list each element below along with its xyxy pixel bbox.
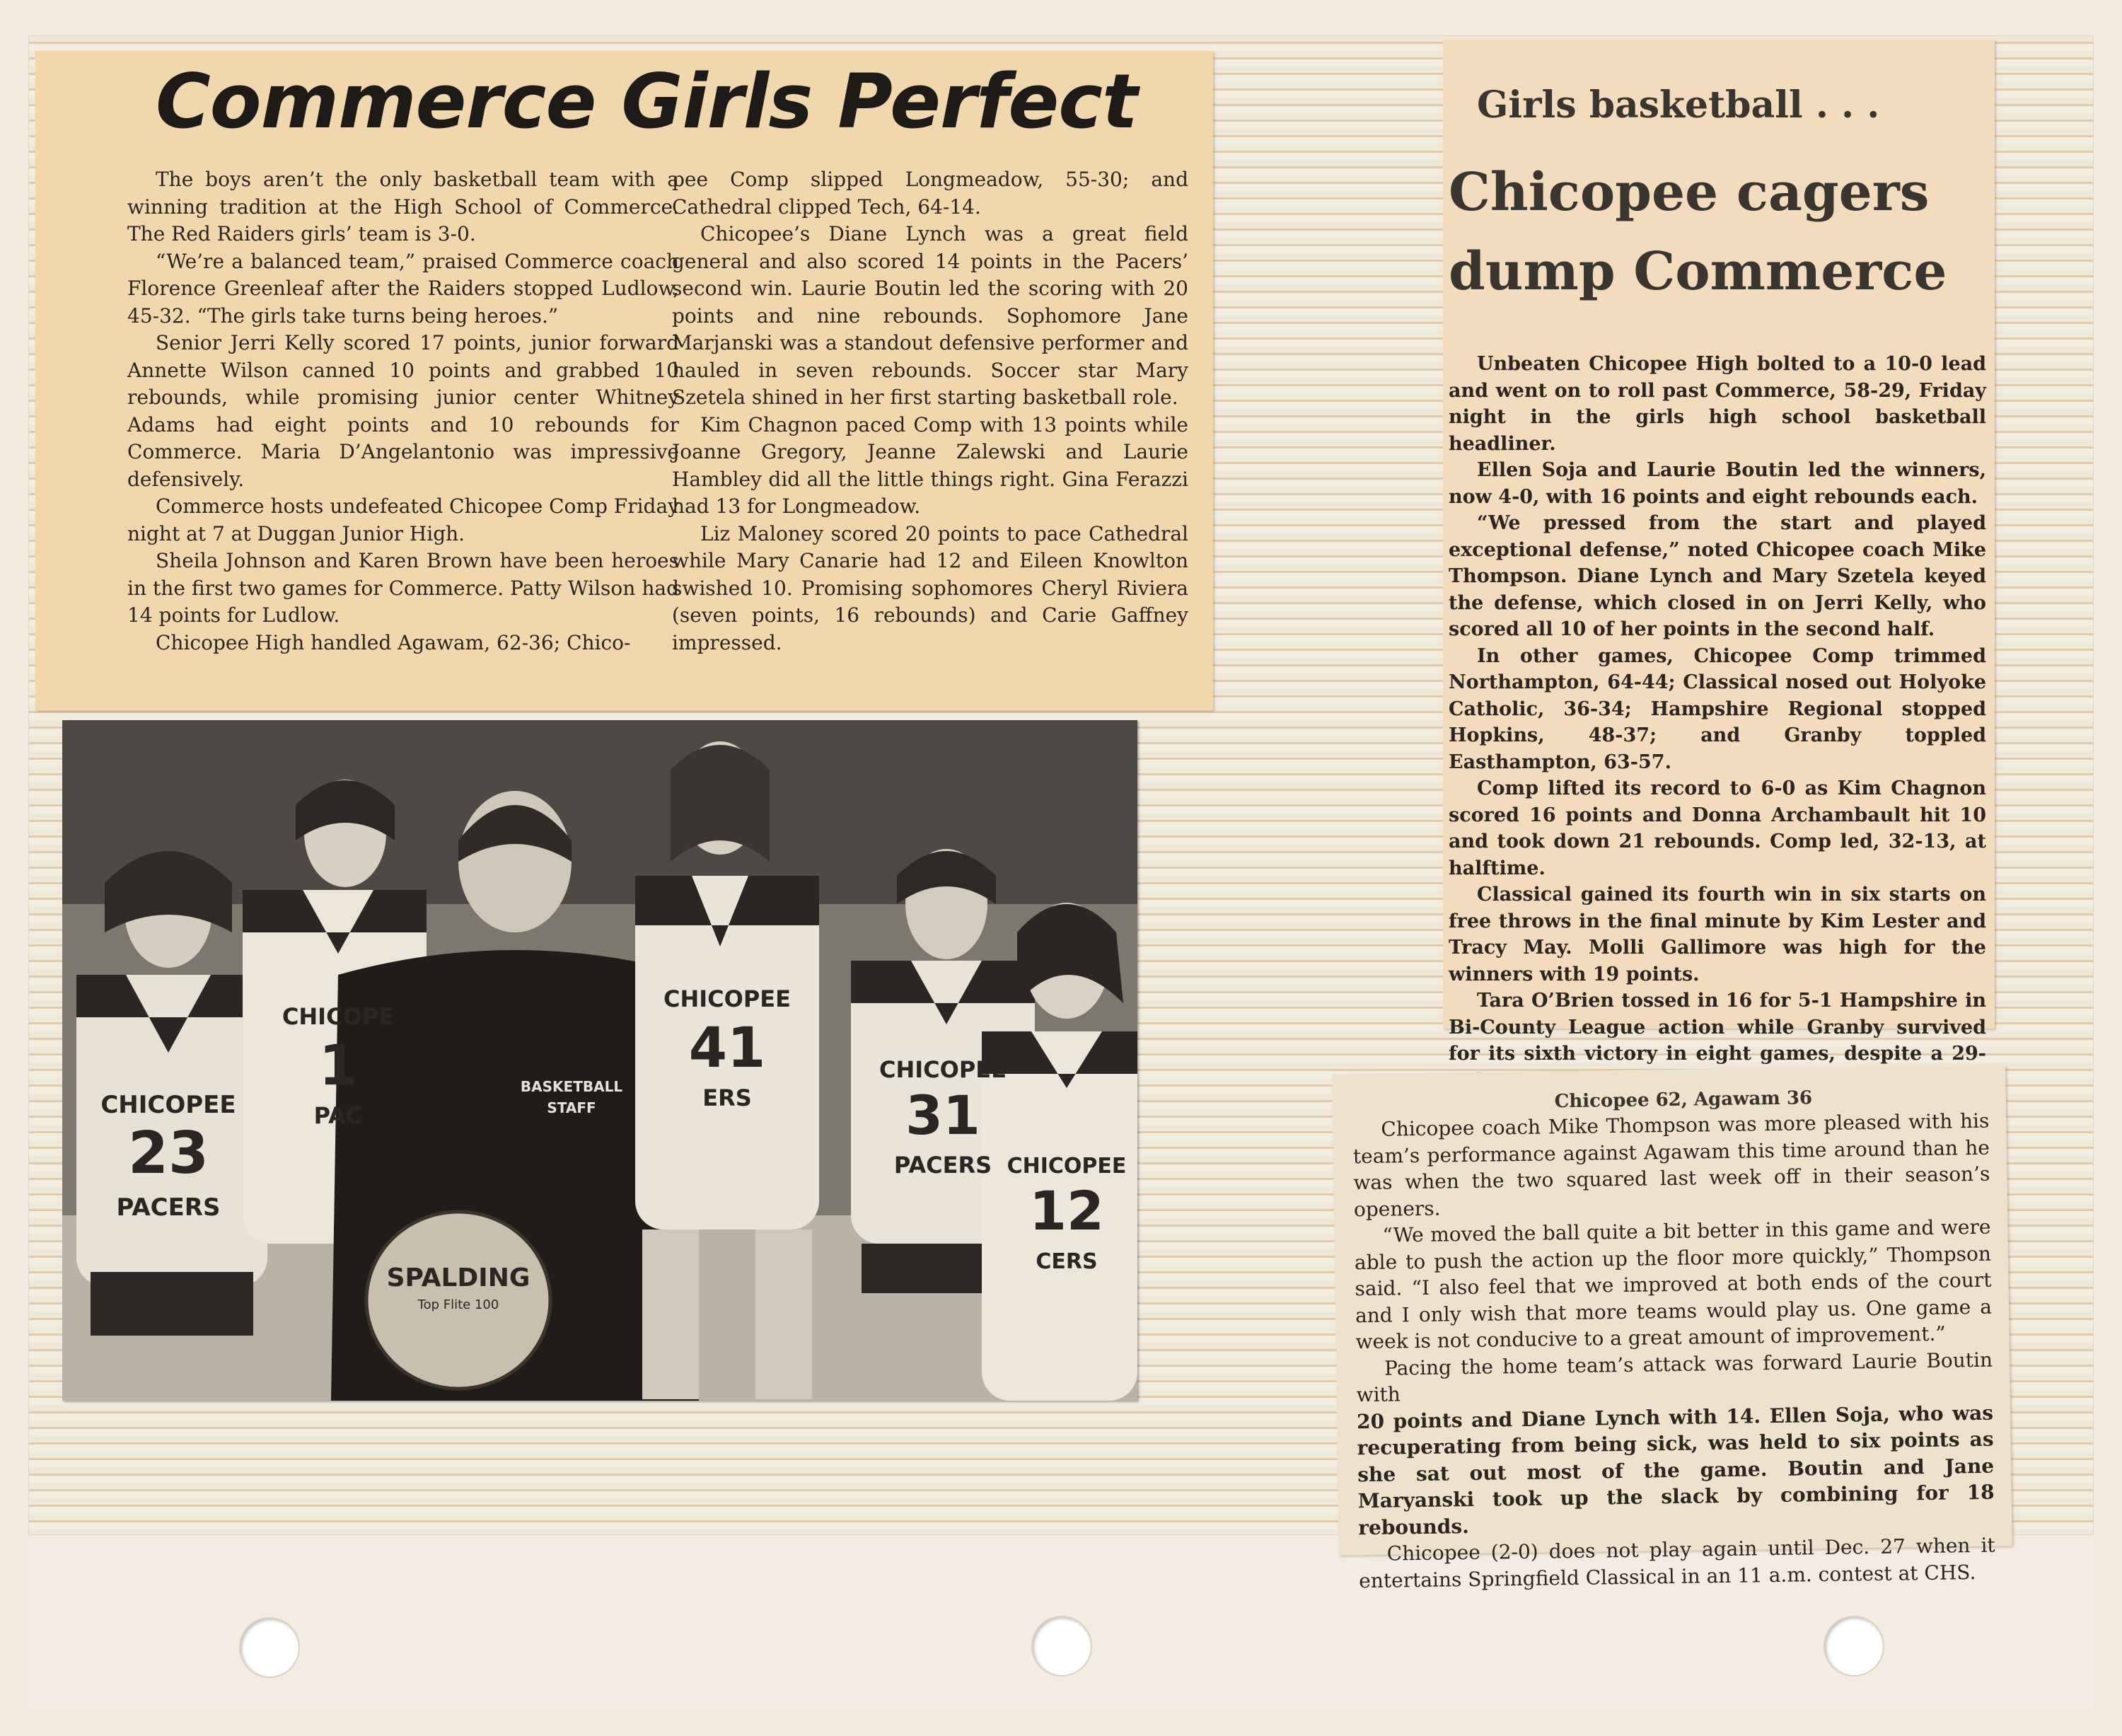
jersey-2-name: CHICOPE [282, 1003, 395, 1030]
clipping-chicopee-agawam [1332, 1065, 2012, 1592]
article-body [1352, 1108, 1995, 1595]
paragraph: “We moved the ball quite a bit better in this game and were able to push the action up the floor more quickly,” Thompson said. “I also feel that we improved at both ends of the court and I only wish that more teams would play us. One game a week is not conducive to a great amount of improvement.” [1354, 1215, 1993, 1354]
paragraph: Chicopee coach Mike Thompson was more pleased with his team’s performance against Agawam this time around than he was when the two squared last week off in their season’s openers. [1352, 1109, 1990, 1221]
jersey-4-number: 31 [905, 1084, 980, 1147]
paragraph: pee Comp slipped Longmeadow, 55-30; and Cathedral clipped Tech, 64-14. [672, 168, 1188, 219]
article-title: Chicopee 62, Agawam 36 [1554, 1087, 1813, 1113]
ball-model: Top Flite 100 [417, 1297, 499, 1312]
jersey-4-team: PACERS [893, 1152, 992, 1179]
jersey-1-name: CHICOPEE [100, 1091, 236, 1119]
jersey-3-number: 41 [688, 1017, 766, 1080]
paragraph: Pacing the home team’s attack was forward Laurie Boutin with [1356, 1348, 1993, 1407]
paragraph: 20 points and Diane Lynch with 14. Ellen Soja, who was recuperating from being sick, was held to six points as she sat out most of the game. Boutin and Jane Maryanski took up the slack by combining for 18 rebounds. [1356, 1401, 1995, 1539]
binder-hole-right [1825, 1617, 1883, 1675]
paragraph: Chicopee’s Diane Lynch was a great field general and also scored 14 points in the Pacers’ second win. Laurie Boutin led the scoring with 20 points and nine rebounds. Sophomore Jane Marjanski was a standout defensive performer and hauled in seven rebounds. Soccer star Mary Szetela shined in her first starting basketball role. [672, 222, 1188, 409]
headline: Chicopee cagers dump Commerce [1449, 162, 1947, 302]
kicker: Girls basketball . . . [1477, 83, 1880, 127]
paragraph: Comp lifted its record to 6-0 as Kim Chagnon scored 16 points and Donna Archambault hit 10 and took down 21 rebounds. Comp led, 32-13, at halftime. [1449, 777, 1986, 879]
paragraph: Kim Chagnon paced Comp with 13 points while Joanne Gregory, Jeanne Zalewski and Laurie Hambley did all the little things right. Gina Ferazzi had 13 for Longmeadow. [672, 412, 1188, 518]
article-body [1449, 351, 1986, 1094]
headline: Commerce Girls Perfect [156, 58, 1137, 145]
jersey-5-name: CHICOPEE [1007, 1154, 1127, 1179]
team-photo [62, 720, 1137, 1401]
paragraph: The boys aren’t the only basketball team with a winning tradition at the High School of Commerce. The Red Raiders girls’ team is 3-0. [127, 168, 679, 245]
jersey-5-number: 12 [1029, 1179, 1104, 1242]
paragraph: Senior Jerri Kelly scored 17 points, junior forward Annette Wilson canned 10 points and grabbed 10 rebounds, while promising junior center Whitney Adams had eight points and 10 rebounds for Commerce. Maria D’Angelantonio was impressive defensively. [127, 331, 679, 491]
jersey-4-name: CHICOPEE [879, 1056, 1007, 1083]
clipping-chicopee-cagers [1443, 40, 1995, 1065]
jersey-1-team: PACERS [116, 1193, 221, 1222]
ball-brand: SPALDING [386, 1263, 530, 1292]
paragraph: Ellen Soja and Laurie Boutin led the winners, now 4-0, with 16 points and eight rebounds each. [1449, 459, 1986, 508]
binder-hole-center [1033, 1617, 1091, 1675]
paragraph: In other games, Chicopee Comp trimmed Northampton, 64-44; Classical nosed out Holyoke Catholic, 36-34; Hampshire Regional stopped Hopkins, 48-37; and Granby toppled Easthampton, 63-57. [1449, 644, 1986, 773]
jersey-5-team: CERS [1036, 1249, 1098, 1274]
jersey-3-team: ERS [702, 1084, 752, 1111]
paragraph: Classical gained its fourth win in six starts on free throws in the final minute by Kim Lester and Tracy May. Molli Gallimore was high for the winners with 19 points. [1449, 884, 1986, 985]
article-column-right [672, 166, 1188, 656]
paragraph: Unbeaten Chicopee High bolted to a 10-0 lead and went on to roll past Commerce, 58-29, Friday night in the girls high school basketball headliner. [1449, 353, 1986, 455]
paragraph: “We’re a balanced team,” praised Commerce coach Florence Greenleaf after the Raiders stopped Ludlow, 45-32. “The girls take turns being heroes.” [127, 249, 679, 328]
paragraph: “We pressed from the start and played exceptional defense,” noted Chicopee coach Mike Thompson. Diane Lynch and Mary Szetela keyed the defense, which closed in on Jerri Kelly, who scored all 10 of her points in the second half. [1449, 512, 1986, 640]
paragraph: Chicopee (2-0) does not play again until Dec. 27 when it entertains Springfield Classical in an 11 a.m. contest at CHS. [1359, 1533, 1995, 1592]
binder-hole-left [240, 1619, 298, 1677]
article-column-left [127, 166, 679, 656]
jersey-3-name: CHICOPEE [663, 985, 792, 1012]
coach-shirt-line1: BASKETBALL [520, 1078, 623, 1095]
paragraph: Commerce hosts undefeated Chicopee Comp Friday night at 7 at Duggan Junior High. [127, 494, 679, 545]
jersey-2-team: PAC [313, 1102, 363, 1129]
jersey-2-number: 1 [318, 1034, 358, 1098]
jersey-1-number: 23 [127, 1120, 209, 1187]
clipping-commerce-girls-perfect [35, 51, 1213, 710]
paragraph: Chicopee High handled Agawam, 62-36; Chico- [156, 630, 631, 654]
paragraph: Tara O’Brien tossed in 16 for 5-1 Hampshire in Bi-County League action while Granby survived for its sixth victory in eight games, despite a 29- [1449, 990, 1986, 1065]
paragraph: Liz Maloney scored 20 points to pace Cathedral while Mary Canarie had 12 and Eileen Knowlton swished 10. Promising sophomores Cheryl Riviera (seven points, 16 rebounds) and Carie Gaffney impressed. [672, 521, 1188, 654]
coach-shirt-line2: STAFF [547, 1099, 596, 1116]
paragraph: Sheila Johnson and Karen Brown have been heroes in the first two games for Commerce. Patty Wilson had 14 points for Ludlow. [127, 549, 679, 627]
